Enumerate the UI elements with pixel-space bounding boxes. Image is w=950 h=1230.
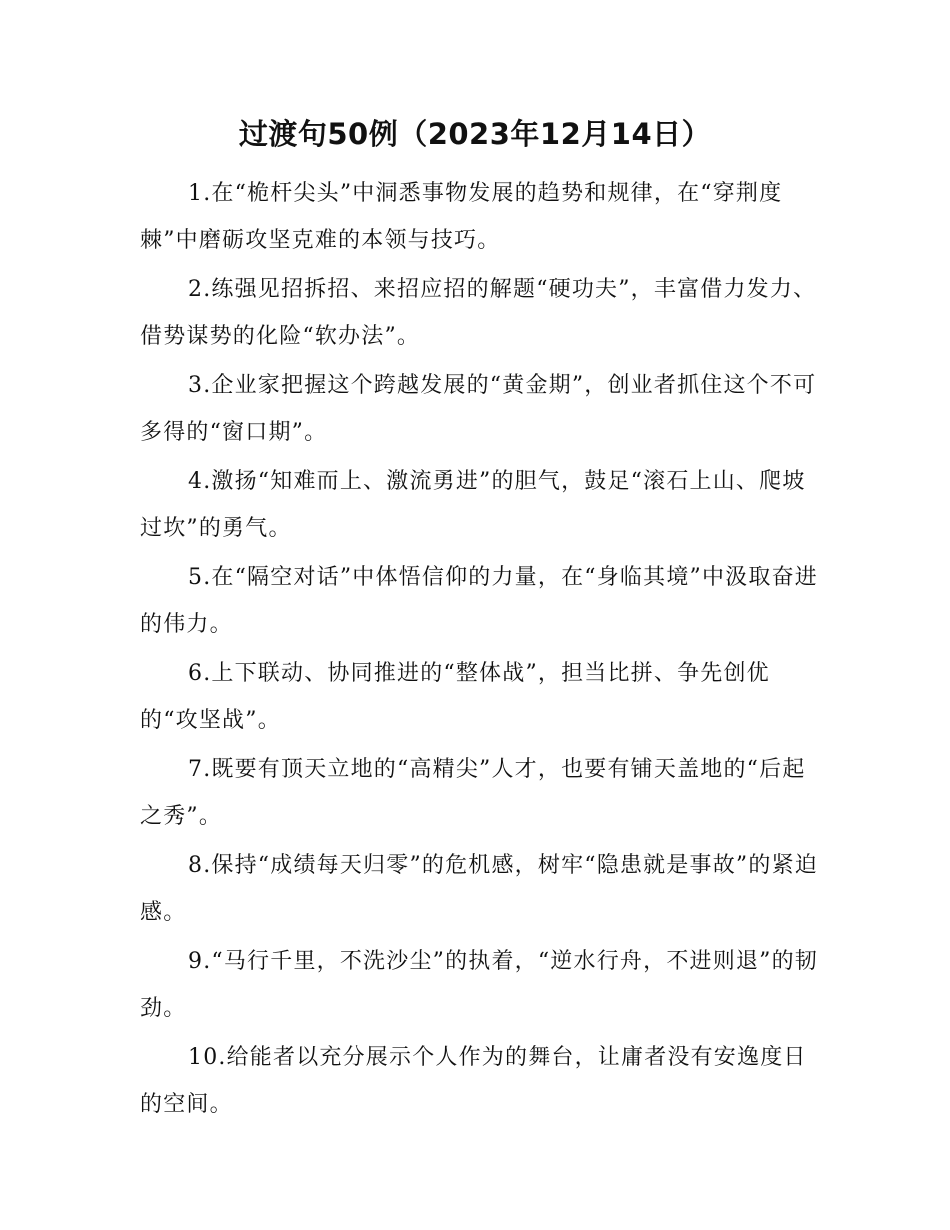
- list-item: 6.上下联动、协同推进的“整体战”，担当比拼、争先创优的“攻坚战”。: [140, 661, 770, 733]
- list-item: 2.练强见招拆招、来招应招的解题“硬功夫”，丰富借力发力、借势谋势的化险“软办法”。: [140, 277, 817, 349]
- list-item: 9.“马行千里，不洗沙尘”的执着，“逆水行舟，不进则退”的韧劲。: [140, 949, 818, 1021]
- list-item: 5.在“隔空对话”中体悟信仰的力量，在“身临其境”中汲取奋进的伟力。: [140, 565, 818, 637]
- list-item: 3.企业家把握这个跨越发展的“黄金期”，创业者抓住这个不可多得的“窗口期”。: [140, 373, 817, 445]
- sentence-list: [140, 170, 820, 1130]
- list-item: 10.给能者以充分展示个人作为的舞台，让庸者没有安逸度日的空间。: [140, 1045, 807, 1117]
- list-item: 8.保持“成绩每天归零”的危机感，树牢“隐患就是事故”的紧迫感。: [140, 853, 818, 925]
- list-item: 1.在“桅杆尖头”中洞悉事物发展的趋势和规律，在“穿荆度棘”中磨砺攻坚克难的本领与技巧。: [140, 181, 783, 253]
- list-item: 4.激扬“知难而上、激流勇进”的胆气，鼓足“滚石上山、爬坡过坎”的勇气。: [140, 469, 806, 541]
- list-item: 7.既要有顶天立地的“高精尖”人才，也要有铺天盖地的“后起之秀”。: [140, 757, 806, 829]
- document-title: 过渡句50例（2023年12月14日）: [238, 117, 712, 151]
